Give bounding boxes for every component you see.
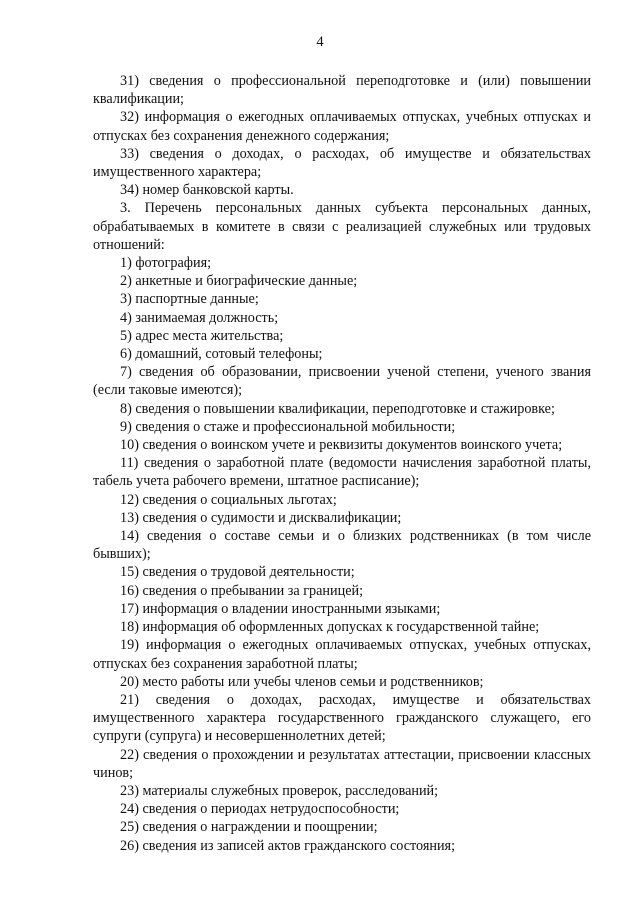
list-item: 21) сведения о доходах, расходах, имуществе и обязательствах имущественного характера государственного гражданского служащего, его супруги (супруга) и несовершеннолетних детей; <box>93 691 591 745</box>
list-item: 32) информация о ежегодных оплачиваемых отпусках, учебных отпусках и отпусках без сохранения денежного содержания; <box>93 109 591 144</box>
list-item: 1) фотография; <box>120 255 212 272</box>
list-item: 8) сведения о повышении квалификации, переподготовке и стажировке; <box>120 400 555 417</box>
list-item: 23) материалы служебных проверок, расследований; <box>120 782 439 799</box>
list-item: 7) сведения об образовании, присвоении ученой степени, ученого звания (если таковые имеются); <box>93 364 591 399</box>
list-item: 17) информация о владении иностранными языками; <box>120 600 441 617</box>
list-item: 3. Перечень персональных данных субъекта персональных данных, обрабатываемых в комитете в связи с реализацией служебных или трудовых отношений: <box>93 200 591 253</box>
list-item: 25) сведения о награждении и поощрении; <box>120 819 378 836</box>
list-item: 5) адрес места жительства; <box>120 327 284 344</box>
list-item: 14) сведения о составе семьи и о близких родственниках (в том числе бывших); <box>93 528 591 563</box>
list-item: 4) занимаемая должность; <box>120 309 279 326</box>
list-item: 12) сведения о социальных льготах; <box>120 491 337 508</box>
list-item: 31) сведения о профессиональной переподготовке и (или) повышении квалификации; <box>93 73 591 108</box>
list-item: 26) сведения из записей актов гражданского состояния; <box>120 837 456 854</box>
list-item: 15) сведения о трудовой деятельности; <box>120 564 355 581</box>
list-item: 16) сведения о пребывании за границей; <box>120 582 364 599</box>
list-item: 6) домашний, сотовый телефоны; <box>120 346 323 363</box>
list-item: 11) сведения о заработной плате (ведомости начисления заработной платы, табель учета рабочего времени, штатное расписание); <box>93 455 591 490</box>
list-item: 9) сведения о стаже и профессиональной мобильности; <box>120 418 456 435</box>
page-number: 4 <box>316 34 324 50</box>
list-item: 33) сведения о доходах, о расходах, об имуществе и обязательствах имущественного характера; <box>93 145 591 181</box>
document-body <box>93 72 591 855</box>
list-item: 18) информация об оформленных допусках к государственной тайне; <box>120 619 540 636</box>
list-item: 13) сведения о судимости и дисквалификации; <box>120 509 402 526</box>
list-item: 22) сведения о прохождении и результатах аттестации, присвоении классных чинов; <box>93 746 591 781</box>
list-item: 2) анкетные и биографические данные; <box>120 273 358 290</box>
list-item: 19) информация о ежегодных оплачиваемых отпусках, учебных отпусках, отпусках без сохранения заработной платы; <box>93 637 591 672</box>
list-item: 34) номер банковской карты. <box>120 182 294 199</box>
list-item: 3) паспортные данные; <box>120 291 259 308</box>
list-item: 20) место работы или учебы членов семьи и родственников; <box>120 673 484 690</box>
list-item: 24) сведения о периодах нетрудоспособности; <box>120 801 400 818</box>
list-item: 10) сведения о воинском учете и реквизиты документов воинского учета; <box>120 437 563 454</box>
